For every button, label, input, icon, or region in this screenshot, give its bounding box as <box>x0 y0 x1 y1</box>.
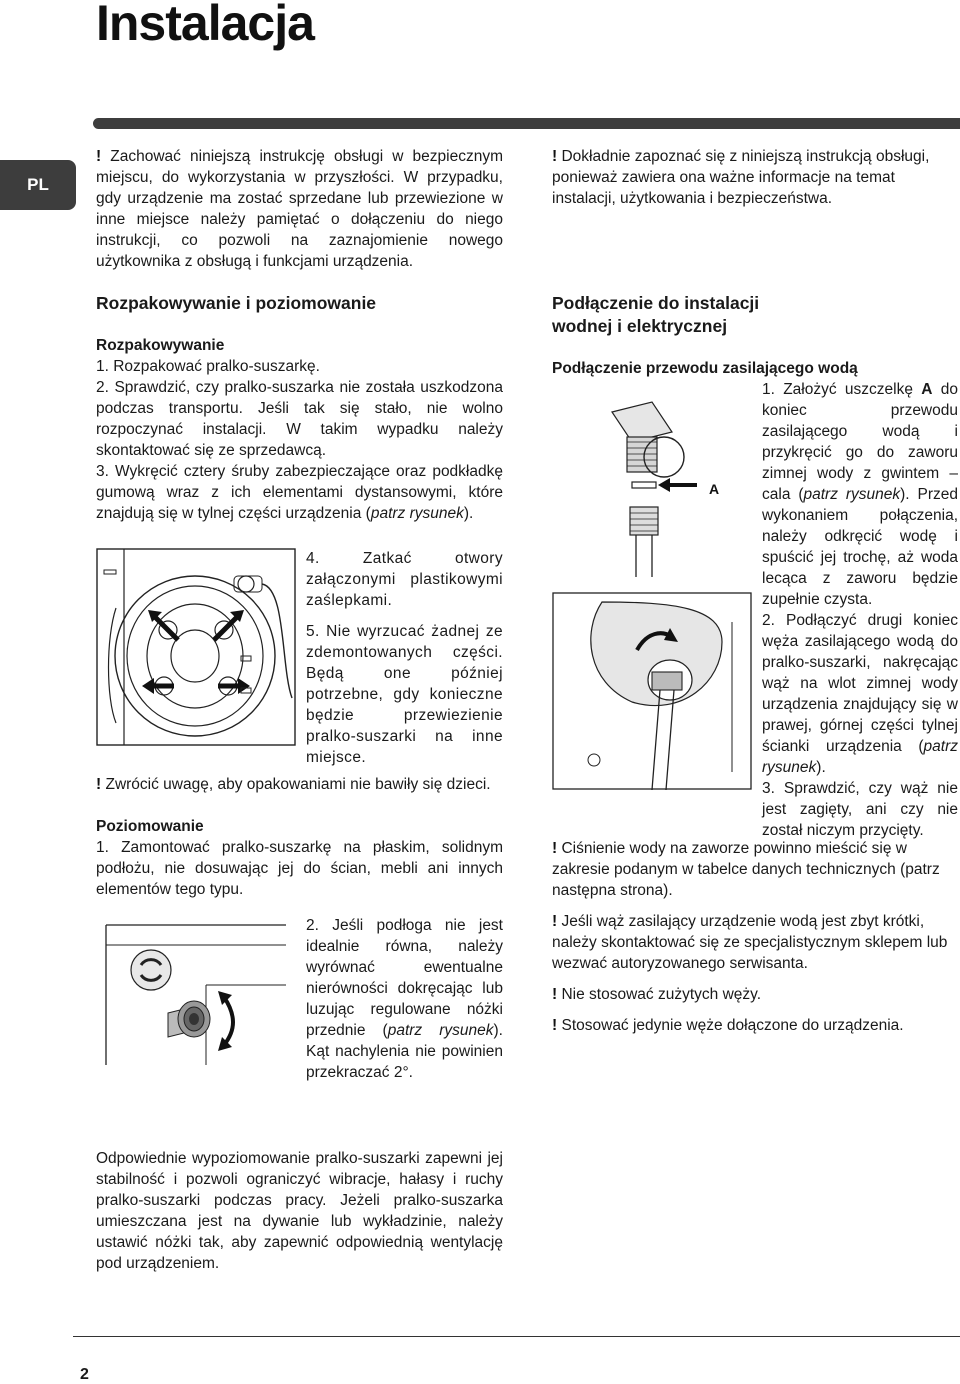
hose-step-3: 3. Sprawdzić, czy wąż nie jest zagięty, ani czy nie został niczym przycięty. <box>762 780 958 839</box>
children-warning: ! Zwrócić uwagę, aby opakowaniami nie bawiły się dzieci. <box>96 776 491 793</box>
footer-rule <box>73 1336 960 1337</box>
page-number: 2 <box>80 1366 89 1383</box>
warning-mark: ! <box>96 148 102 165</box>
header-rule <box>93 118 960 129</box>
hose-step-1: 1. Założyć uszczelkę A do koniec przewodu zasilającego wodą i przykręcić go do zaworu zimnej wody z gwintem – cala (patrz rysunek). Przed wykonaniem połączenia, należy odkręcić wodę i spuścić jej trochę, aż woda lecąca z zaworu będzie zupełnie czysta. <box>762 381 958 608</box>
note-pressure: ! Ciśnienie wody na zaworze powinno mieścić się w zakresie podanym w tabelce danych technicznych (patrz następna strona). <box>552 840 940 899</box>
language-tab: PL <box>0 160 76 210</box>
section-title-unpacking: Rozpakowywanie i poziomowanie <box>96 293 377 313</box>
unpack-step-1: 1. Rozpakować pralko-suszarkę. <box>96 358 320 375</box>
left-column <box>96 146 503 272</box>
hose-step-2: 2. Podłączyć drugi koniec węża zasilającego wodą do pralko-suszarki, nakręcając wąż na wlot zimnej wody urządzenia znajdujący się w prawej, górnej części tylnej ścianki urządzenia (patrz rysunek). <box>762 612 958 776</box>
inlet-connection-illustration <box>552 592 752 792</box>
unpack-step-2: 2. Sprawdzić, czy pralko-suszarka nie została uszkodzona podczas transportu. Jeśli tak się stało, nie wolno rozpoczynać instalacji. W takim wypadku należy skontaktować się ze sprzedawcą. <box>96 379 503 459</box>
level-step-1: 1. Zamontować pralko-suszarkę na płaskim, solidnym podłożu, nie dosuwając jej do ścian, mebli ani innych elementów tego typu. <box>96 839 503 898</box>
page-title: Instalacja <box>96 0 314 51</box>
safety-note: ! Dokładnie zapoznać się z niniejszą instrukcją obsługi, ponieważ zawiera ona ważne informacje na temat instalacji, użytkowania i bezpieczeństwa. <box>552 148 930 207</box>
unpack-step-3: 3. Wykręcić cztery śruby zabezpieczające oraz podkładkę gumową wraz z ich elementami dystansowymi, które znajdują się w tylnej części urządzenia (patrz rysunek). <box>96 463 503 522</box>
unpack-step-4: 4. Zatkać otwory załączonymi plastikowymi zaślepkami. <box>306 550 503 609</box>
leveling-foot-illustration <box>96 915 296 1075</box>
level-step-2: 2. Jeśli podłoga nie jest idealnie równa, należy wyrównać ewentualne nierówności dokręcając lub luzując regulowane nóżki przednie (patrz rysunek). Kąt nachylenia nie powinien przekraczać 2°. <box>306 917 503 1081</box>
leveling-conclusion: Odpowiednie wypoziomowanie pralko-suszarki zapewni jej stabilność i pozwoli ograniczyć wibracje, hałasy i ruchy pralko-suszarki podczas pracy. Jeżeli pralko-suszarka umieszczana jest na dywanie lub wykładzinie, należy ustawić nóżki tak, aby zapewnić odpowiednią wentylację pod urządzeniem. <box>96 1150 503 1272</box>
subsection-title-leveling: Poziomowanie <box>96 818 204 835</box>
note-hose-short: ! Jeśli wąż zasilający urządzenie wodą jest zbyt krótki, należy skontaktować się ze specjalistycznym sklepem lub wezwać autoryzowanego serwisanta. <box>552 913 948 972</box>
intro-note: ! Zachować niniejszą instrukcję obsługi w bezpiecznym miejscu, do wykorzystania w przyszłości. W przypadku, gdy urządzenie ma zostać sprzedane lub przewiezione w inne miejsce należy pamiętać o dołączeniu do niego instrukcji, co pozwoli na zaznajomienie nowego użytkownika z obsługą i funkcjami urządzenia. <box>96 148 503 270</box>
right-column <box>552 146 958 209</box>
hose-tap-illustration <box>552 382 752 582</box>
unpack-step-5: 5. Nie wyrzucać żadnej ze zdemontowanych części. Będą one później potrzebne, gdy konieczne będzie przewiezienie pralko-suszarki na inne miejsce. <box>306 623 503 766</box>
subsection-title-unpacking: Rozpakowywanie <box>96 337 225 354</box>
subsection-title-hose: Podłączenie przewodu zasilającego wodą <box>552 360 858 377</box>
label-a: A <box>709 481 720 497</box>
washer-back-illustration <box>96 548 296 748</box>
section-title-connection: Podłączenie do instalacji wodnej i elektrycznej <box>552 293 760 336</box>
note-supplied-hoses: ! Stosować jedynie węże dołączone do urządzenia. <box>552 1017 904 1034</box>
note-used-hoses: ! Nie stosować zużytych węży. <box>552 986 762 1003</box>
